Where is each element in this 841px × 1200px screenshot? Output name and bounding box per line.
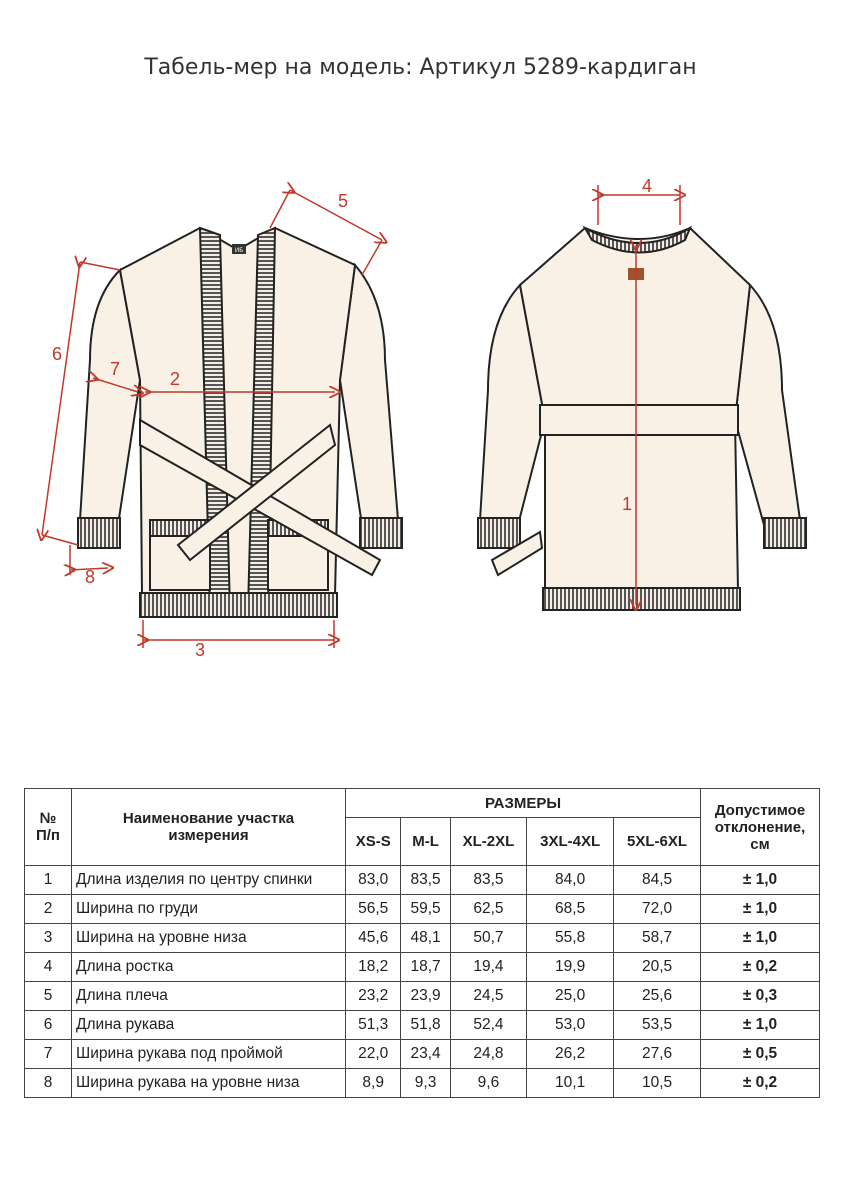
row-value: 84,0 bbox=[527, 866, 614, 895]
row-value: 18,7 bbox=[401, 953, 450, 982]
row-tolerance: ± 0,5 bbox=[701, 1040, 820, 1069]
row-value: 51,8 bbox=[401, 1011, 450, 1040]
table-row bbox=[25, 953, 820, 982]
table-row bbox=[25, 1069, 820, 1098]
table-row bbox=[25, 1040, 820, 1069]
row-name: Длина изделия по центру спинки bbox=[72, 866, 346, 895]
garment-diagram bbox=[0, 150, 841, 670]
label-1: 1 bbox=[622, 494, 633, 514]
label-5: 5 bbox=[338, 191, 349, 211]
size-header: 5XL-6XL bbox=[614, 818, 701, 866]
row-value: 26,2 bbox=[527, 1040, 614, 1069]
row-name: Ширина рукава под проймой bbox=[72, 1040, 346, 1069]
row-value: 72,0 bbox=[614, 895, 701, 924]
row-value: 45,6 bbox=[346, 924, 401, 953]
row-value: 9,6 bbox=[450, 1069, 526, 1098]
row-number: 8 bbox=[25, 1069, 72, 1098]
col-tol-header: Допустимое отклонение, см bbox=[701, 789, 820, 866]
row-name: Ширина по груди bbox=[72, 895, 346, 924]
row-value: 20,5 bbox=[614, 953, 701, 982]
row-name: Ширина рукава на уровне низа bbox=[72, 1069, 346, 1098]
row-value: 8,9 bbox=[346, 1069, 401, 1098]
row-value: 51,3 bbox=[346, 1011, 401, 1040]
page-title: Табель-мер на модель: Артикул 5289-кардиган bbox=[144, 55, 697, 80]
size-table bbox=[24, 788, 820, 1098]
row-name: Длина ростка bbox=[72, 953, 346, 982]
row-value: 9,3 bbox=[401, 1069, 450, 1098]
row-value: 84,5 bbox=[614, 866, 701, 895]
row-value: 50,7 bbox=[450, 924, 526, 953]
row-value: 68,5 bbox=[527, 895, 614, 924]
row-number: 4 bbox=[25, 953, 72, 982]
row-value: 27,6 bbox=[614, 1040, 701, 1069]
row-value: 23,2 bbox=[346, 982, 401, 1011]
size-header: M-L bbox=[401, 818, 450, 866]
back-view bbox=[478, 228, 806, 610]
table-row bbox=[25, 924, 820, 953]
row-value: 19,9 bbox=[527, 953, 614, 982]
row-tolerance: ± 1,0 bbox=[701, 1011, 820, 1040]
row-value: 25,6 bbox=[614, 982, 701, 1011]
row-name: Ширина на уровне низа bbox=[72, 924, 346, 953]
row-value: 10,5 bbox=[614, 1069, 701, 1098]
row-value: 23,4 bbox=[401, 1040, 450, 1069]
row-value: 22,0 bbox=[346, 1040, 401, 1069]
row-value: 53,5 bbox=[614, 1011, 701, 1040]
size-header: XL-2XL bbox=[450, 818, 526, 866]
row-name: Длина плеча bbox=[72, 982, 346, 1011]
row-tolerance: ± 0,2 bbox=[701, 1069, 820, 1098]
row-value: 23,9 bbox=[401, 982, 450, 1011]
table-row bbox=[25, 982, 820, 1011]
row-value: 55,8 bbox=[527, 924, 614, 953]
row-tolerance: ± 1,0 bbox=[701, 924, 820, 953]
row-tolerance: ± 1,0 bbox=[701, 866, 820, 895]
row-value: 83,0 bbox=[346, 866, 401, 895]
col-sizes-header: РАЗМЕРЫ bbox=[346, 789, 701, 818]
front-view bbox=[78, 228, 402, 617]
label-8: 8 bbox=[85, 567, 96, 587]
col-num-header: № П/п bbox=[25, 789, 72, 866]
label-3: 3 bbox=[195, 640, 206, 660]
row-value: 83,5 bbox=[450, 866, 526, 895]
row-value: 48,1 bbox=[401, 924, 450, 953]
row-value: 10,1 bbox=[527, 1069, 614, 1098]
row-tolerance: ± 1,0 bbox=[701, 895, 820, 924]
label-6: 6 bbox=[52, 344, 63, 364]
label-2: 2 bbox=[170, 369, 181, 389]
row-tolerance: ± 0,3 bbox=[701, 982, 820, 1011]
row-tolerance: ± 0,2 bbox=[701, 953, 820, 982]
row-value: 25,0 bbox=[527, 982, 614, 1011]
row-number: 2 bbox=[25, 895, 72, 924]
row-number: 3 bbox=[25, 924, 72, 953]
row-name: Длина рукава bbox=[72, 1011, 346, 1040]
table-row bbox=[25, 866, 820, 895]
row-value: 52,4 bbox=[450, 1011, 526, 1040]
row-value: 83,5 bbox=[401, 866, 450, 895]
row-number: 6 bbox=[25, 1011, 72, 1040]
size-header: XS-S bbox=[346, 818, 401, 866]
size-header: 3XL-4XL bbox=[527, 818, 614, 866]
table-row bbox=[25, 895, 820, 924]
row-number: 1 bbox=[25, 866, 72, 895]
label-7: 7 bbox=[110, 359, 121, 379]
row-value: 56,5 bbox=[346, 895, 401, 924]
row-number: 7 bbox=[25, 1040, 72, 1069]
row-value: 24,5 bbox=[450, 982, 526, 1011]
table-row bbox=[25, 1011, 820, 1040]
col-name-header: Наименование участка измерения bbox=[72, 789, 346, 866]
row-value: 59,5 bbox=[401, 895, 450, 924]
row-value: 62,5 bbox=[450, 895, 526, 924]
row-number: 5 bbox=[25, 982, 72, 1011]
row-value: 18,2 bbox=[346, 953, 401, 982]
row-value: 53,0 bbox=[527, 1011, 614, 1040]
row-value: 19,4 bbox=[450, 953, 526, 982]
row-value: 58,7 bbox=[614, 924, 701, 953]
brand-tag: ИБ bbox=[234, 248, 244, 254]
label-4: 4 bbox=[642, 176, 653, 196]
row-value: 24,8 bbox=[450, 1040, 526, 1069]
